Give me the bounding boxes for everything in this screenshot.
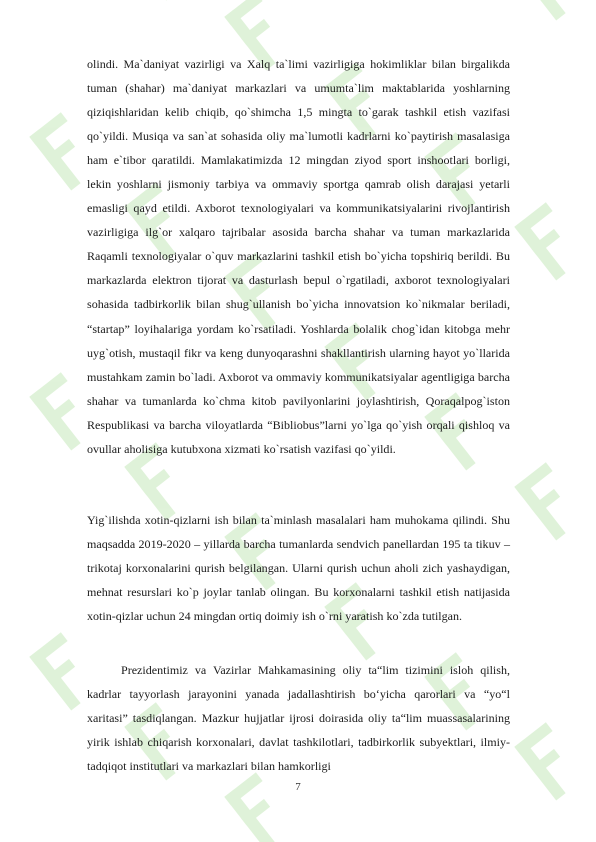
paragraph-3-text: Prezidentimiz va Vazirlar Mahkamasining oliy ta“lim tizimini isloh qilish, kadrlar tayyorlash jarayonini yanada jadallashtirish bo‘yicha qarorlari va “yo“l xaritasi” tasdiqlangan. Mazkur hujjatlar ijrosi doirasida oliy ta“lim muassasalarining yirik ishlab chiqarish korxonalari, davlat tashkilotlari, tadbirkorlik subyektlari, ilmiy-tadqiqot institutlari va markazlari bilan hamkorligi [87,663,510,774]
watermark-mark [514,0,587,20]
page-number: 7 [295,781,301,793]
paragraph-3 [87,658,510,778]
paragraph-1 [87,52,510,461]
paragraph-2-text: Yig`ilishda xotin-qizlarni ish bilan ta`minlash masalalari ham muhokama qilindi. Shu maqsadda 2019-2020 – yillarda barcha tumanlarda sendvich panellardan 195 ta tikuv – trikotaj korxonalarini qurish belgilangan. Ularni qurish uchun aholi zich yashaydigan, mehnat resurslari ko`p joylar tanlab olingan. Bu korxonalarni tashkil etish natijasida xotin-qizlar uchun 24 mingdan ortiq doimiy ish o`rni yaratish ko`zda tutilgan. [87,513,510,624]
paragraph-1-text: olindi. Ma`daniyat vazirligi va Xalq ta`limi vazirligiga hokimliklar bilan birgalikda tuman (shahar) ma`daniyat markazlari va umumta`lim maktablarida yoshlarning qiziqishlaridan kelib chiqib, qo`shimcha 1,5 mingta to`garak tashkil etish vazifasi qo`yildi. Musiqa va san`at sohasida oliy ma`lumotli kadrlarni ko`paytirish masalasiga ham e`tibor qaratildi. Mamlakatimizda 12 mingdan ziyod sport inshootlari borligi, lekin yoshlarni jismoniy tarbiya va ommaviy sportga qamrab olish darajasi yetarli emasligi qayd etildi. Axborot texnologiyalari va kommunikatsiyalarini rivojlantirish vazirligiga ilg`or xalqaro tajribalar asosida barcha shahar va tuman markazlarida Raqamli texnologiyalar o`quv markazlarini tashkil etish bo`yicha topshiriq berildi. Bu markazlarda elektron tijorat va dasturlash bepul o`rgatiladi, axborot texnologiyalari sohasida tadbirkorlik bilan shug`ullanish bo`yicha innovatsion ko`nikmalar beriladi, “startap” loyihalariga yordam ko`rsatiladi. Yoshlarda bolalik chog`idan kitobga mehr uyg`otish, mustaqil fikr va keng dunyoqarashni shakllantirish ularning hayot yo`llarida mustahkam zamin bo`ladi. Axborot va ommaviy kommunikatsiyalar agentligiga barcha shahar va tumanlarda ko`chma kitob pavilyonlarini joylashtirish, Qoraqalpog`iston Respublikasi va barcha viloyatlarda “Bibliobus”larni yo`lga qo`yish orqali qishloq va ovullar aholisiga kutubxona xizmati ko`rsatish vazifasi qo`yildi. [87,57,510,456]
paragraph-2 [87,508,510,628]
watermark-mark [514,462,587,540]
watermark-mark [514,202,587,280]
